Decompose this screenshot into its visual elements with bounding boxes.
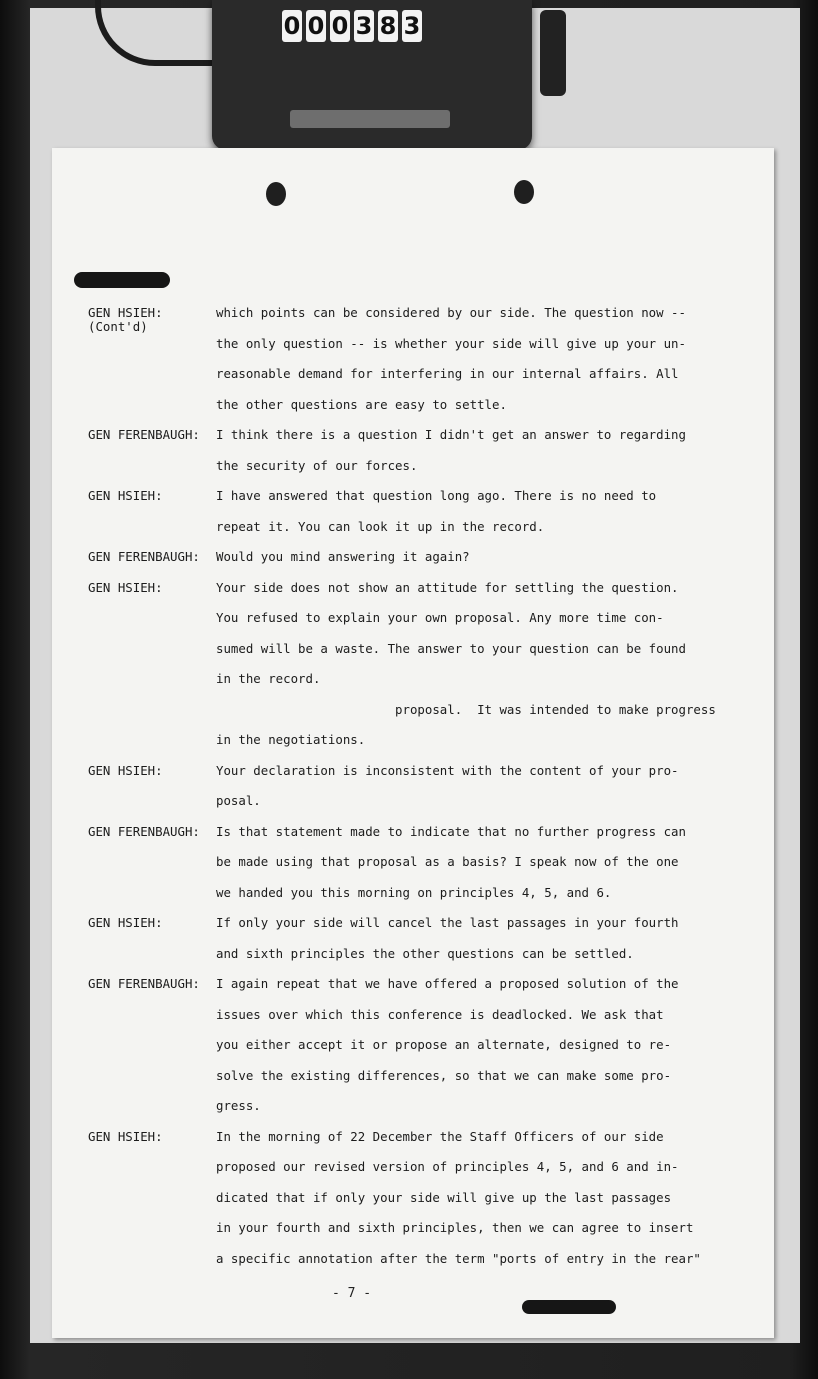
speech-text (216, 1122, 716, 1275)
speaker-name: GEN FERENBAUGH: (88, 976, 200, 991)
speech-line: dicated that if only your side will give up the last passages (216, 1189, 672, 1205)
speech-line: the other questions are easy to settle. (216, 396, 507, 412)
counter-knob (540, 10, 566, 96)
speaker-label (88, 908, 216, 939)
frame-counter (212, 0, 532, 150)
speech-text (216, 573, 716, 695)
speech-line: reasonable demand for interfering in our internal affairs. All (216, 366, 679, 381)
speech-line: proposal. It was intended to make progress (216, 701, 716, 717)
speech-line: issues over which this conference is deadlocked. We ask that (216, 1006, 664, 1022)
counter-digit: 3 (355, 12, 373, 40)
speech-line: in your fourth and sixth principles, then we can agree to insert (216, 1220, 694, 1235)
speech-text (216, 756, 716, 817)
speech-line: be made using that proposal as a basis? I speak now of the one (216, 854, 679, 869)
counter-digit: 3 (403, 12, 421, 40)
speech-line: In the morning of 22 December the Staff Officers of our side (216, 1128, 664, 1144)
speech-line: You refused to explain your own proposal. Any more time con- (216, 610, 664, 625)
speaker-continued: (Cont'd) (88, 318, 148, 334)
speaker-name: GEN HSIEH: (88, 915, 163, 930)
counter-slot (290, 110, 450, 128)
speech-line: Your declaration is inconsistent with the content of your pro- (216, 762, 679, 778)
speech-line: sumed will be a waste. The answer to your question can be found (216, 640, 686, 656)
speaker-label (88, 420, 216, 451)
speech-line: solve the existing differences, so that we can make some pro- (216, 1067, 672, 1083)
speech-text (216, 817, 716, 909)
speech-line: and sixth principles the other questions can be settled. (216, 945, 634, 961)
speaker-label (88, 817, 216, 848)
speaker-label (88, 481, 216, 512)
speaker-name: GEN HSIEH: (88, 762, 163, 778)
speech-line: in the negotiations. (216, 732, 366, 747)
speech-line: I have answered that question long ago. There is no need to (216, 488, 657, 503)
speech-line: Your side does not show an attitude for settling the question. (216, 579, 679, 595)
punch-hole (514, 180, 534, 204)
speech-line: repeat it. You can look it up in the record. (216, 518, 545, 534)
speech-line: proposed our revised version of principles 4, 5, and 6 and in- (216, 1159, 679, 1174)
speaker-label (88, 969, 216, 1000)
counter-digits (282, 10, 422, 44)
speech-text (216, 481, 716, 542)
speaker-name: GEN HSIEH: (88, 488, 163, 503)
speaker-label (88, 573, 216, 604)
speaker-label (88, 298, 216, 334)
speech-line: I think there is a question I didn't get an answer to regarding (216, 427, 686, 442)
speaker-name: GEN FERENBAUGH: (88, 427, 200, 442)
speech-line: we handed you this morning on principles 4, 5, and 6. (216, 884, 612, 900)
page-number: - 7 - (332, 1286, 372, 1301)
redaction-mark (74, 272, 170, 288)
speech-line: If only your side will cancel the last passages in your fourth (216, 915, 679, 930)
speech-line: Is that statement made to indicate that no further progress can (216, 823, 686, 839)
speech-text (216, 969, 716, 1122)
speech-line: in the record. (216, 671, 321, 686)
speech-text (216, 420, 716, 481)
speaker-name: GEN FERENBAUGH: (88, 823, 200, 839)
speaker-label (88, 756, 216, 787)
counter-digit: 8 (379, 12, 397, 40)
speaker-name: GEN HSIEH: (88, 305, 163, 320)
speech-line: posal. (216, 793, 261, 808)
speaker-name: GEN HSIEH: (88, 579, 163, 595)
document-page (52, 148, 774, 1338)
speaker-name: GEN FERENBAUGH: (88, 549, 200, 564)
punch-hole (266, 182, 286, 206)
speech-line: the security of our forces. (216, 457, 418, 473)
speech-line: the only question -- is whether your side will give up your un- (216, 335, 686, 351)
speech-text (216, 298, 716, 420)
counter-digit: 0 (283, 12, 301, 40)
counter-digit: 0 (331, 12, 349, 40)
speech-line: you either accept it or propose an alternate, designed to re- (216, 1037, 672, 1052)
speech-line: I again repeat that we have offered a proposed solution of the (216, 976, 679, 991)
speech-text (216, 695, 716, 756)
speaker-name: GEN HSIEH: (88, 1128, 163, 1144)
speech-line: gress. (216, 1098, 261, 1113)
speech-line: a specific annotation after the term "ports of entry in the rear" (216, 1250, 701, 1266)
speech-line: which points can be considered by our side. The question now -- (216, 305, 686, 320)
speaker-label (88, 1122, 216, 1153)
speech-line: Would you mind answering it again? (216, 549, 470, 564)
speech-text (216, 542, 716, 573)
redaction-mark (522, 1300, 616, 1314)
speech-text (216, 908, 716, 969)
speaker-label (88, 542, 216, 573)
counter-digit: 0 (307, 12, 325, 40)
